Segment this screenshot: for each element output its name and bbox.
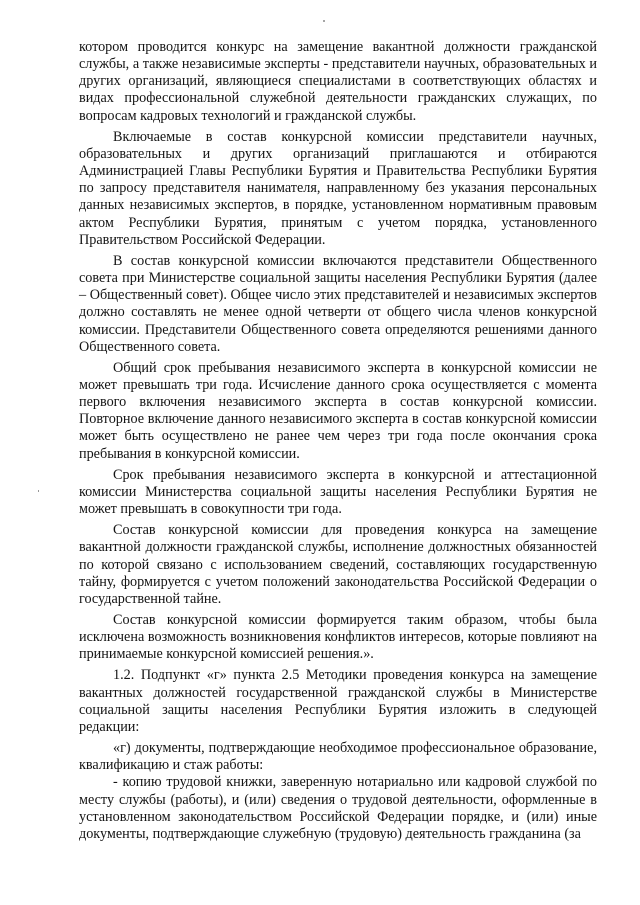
paragraph-work-book-copy: - копию трудовой книжки, заверенную нотариально или кадровой службой по месту службы (работы), и (или) сведения о трудовой деятельности, оформленные в установленном законодательством Российской Федерации порядке, и (или) иные документы, подтверждающие служебную (трудовую) деятельность гражданина (за [79,774,597,842]
paragraph-expert-term: Общий срок пребывания независимого эксперта в конкурсной комиссии не может превышать три года. Исчисление данного срока осуществляется с момента первого включения независимого эксперта в состав конкурсной комиссии. Повторное включение данного независимого эксперта в состав конкурсной комиссии может быть осуществлено не ранее чем через три года после окончания срока пребывания в конкурсной комиссии. [79,359,597,462]
paragraph-amendment-1-2: 1.2. Подпункт «г» пункта 2.5 Методики проведения конкурса на замещение вакантных должностей государственной гражданской службы в Министерстве социальной защиты населения Республики Бурятия изложить в следующей редакции: [79,667,597,735]
scan-speck-left [38,490,39,492]
document-page [79,39,597,843]
paragraph-expert-term-total: Срок пребывания независимого эксперта в конкурсной и аттестационной комиссии Министерства социальной защиты населения Республики Бурятия не может превышать в совокупности три года. [79,466,597,518]
paragraph-expert-selection: Включаемые в состав конкурсной комиссии представители научных, образовательных и других организаций приглашаются и отбираются Администрацией Главы Республики Бурятия и Правительства Республики Бурятия по запросу представителя нанимателя, направленному без указания персональных данных независимых экспертов, в порядке, установленном нормативным правовым актом Республики Бурятия, принятым с учетом порядка, установленного Правительством Российской Федерации. [79,128,597,248]
paragraph-state-secret: Состав конкурсной комиссии для проведения конкурса на замещение вакантной должности гражданской службы, исполнение должностных обязанностей по которой связано с использованием сведений, составляющих государственную тайну, формируется с учетом положений законодательства Российской Федерации о государственной тайне. [79,522,597,607]
scan-speck-top [323,20,325,22]
paragraph-public-council: В состав конкурсной комиссии включаются представители Общественного совета при Министерстве социальной защиты населения Республики Бурятия (далее – Общественный совет). Общее число этих представителей и независимых экспертов должно составлять не менее одной четверти от общего числа членов конкурсной комиссии. Представители Общественного совета определяются решениями данного Общественного совета. [79,252,597,355]
paragraph-commission-composition-continued: котором проводится конкурс на замещение вакантной должности гражданской службы, а также независимые эксперты - представители научных, образовательных и других организаций, являющиеся специалистами в соответствующих областях и видах профессиональной служебной деятельности гражданских служащих, по вопросам кадровых технологий и гражданской службы. [79,39,597,124]
paragraph-conflict-of-interest: Состав конкурсной комиссии формируется таким образом, чтобы была исключена возможность возникновения конфликтов интересов, которые повлияют на принимаемые конкурсной комиссией решения.». [79,612,597,663]
paragraph-subpoint-g: «г) документы, подтверждающие необходимое профессиональное образование, квалификацию и стаж работы: [79,740,597,774]
